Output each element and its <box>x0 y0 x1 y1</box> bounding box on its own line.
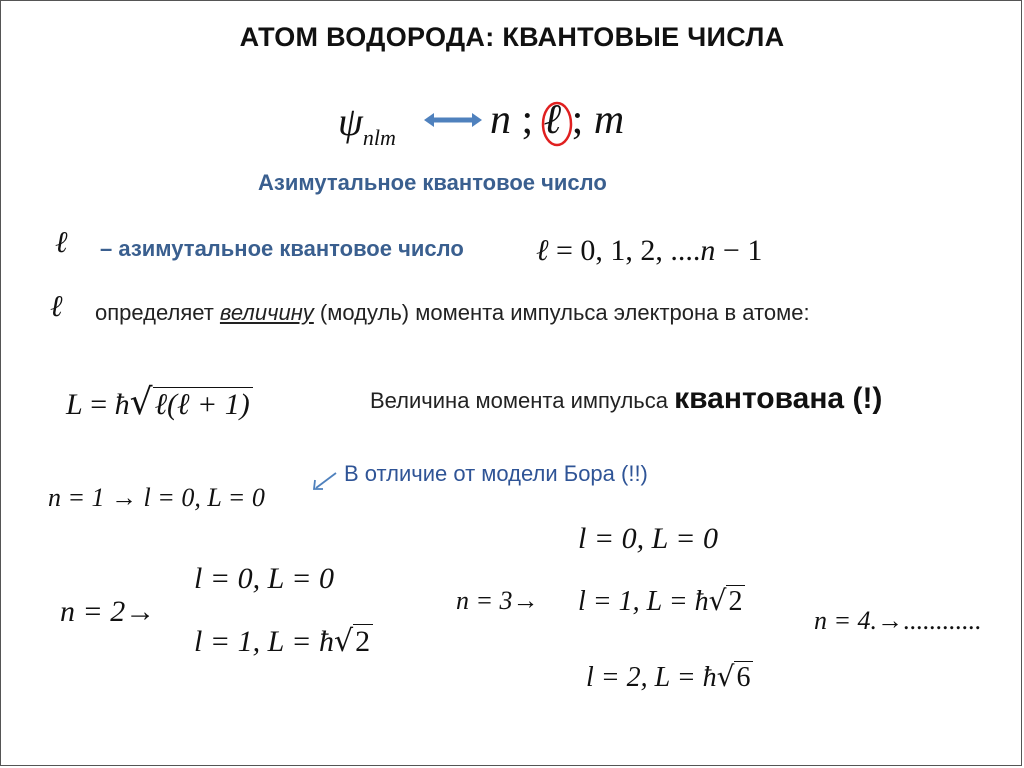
l-symbol-def: ℓ <box>55 226 68 259</box>
pointer-arrow-icon <box>310 470 340 492</box>
sqrt-icon: √ <box>708 584 727 617</box>
highlight-circle <box>540 100 574 148</box>
psi-subscript: nlm <box>362 125 396 150</box>
range-end: − 1 <box>715 234 763 267</box>
range-values: = 0, 1, 2, .... <box>548 234 701 267</box>
case-n3-lhs <box>456 586 539 616</box>
n3-row3-root: 6 <box>734 661 753 693</box>
quantized-text: Величина момента импульса <box>370 388 675 413</box>
n1-lhs: n = 1 <box>48 483 105 512</box>
l-range <box>536 234 762 268</box>
n2-row2-pre: l = 1, L = ħ <box>194 625 334 658</box>
case-n2-row2 <box>194 624 373 659</box>
case-n1 <box>48 483 265 513</box>
l-symbol: ℓ <box>536 234 549 267</box>
sqrt-icon: √ <box>716 660 735 693</box>
n3-lhs: n = 3 <box>456 586 513 615</box>
quantized-bold: квантована (!) <box>674 382 883 415</box>
right-arrow-icon: → <box>512 586 539 615</box>
L-symbol: L <box>66 388 83 421</box>
text-before: определяет <box>95 300 220 325</box>
n1-rhs: l = 0, L = 0 <box>143 483 265 512</box>
case-n3-row3 <box>586 660 753 694</box>
determines-text <box>95 300 810 326</box>
right-arrow-icon: → <box>111 483 138 512</box>
hbar-symbol: ħ <box>114 388 130 421</box>
case-n2-lhs <box>60 595 155 629</box>
slide-title: АТОМ ВОДОРОДА: КВАНТОВЫЕ ЧИСЛА <box>239 22 785 52</box>
n3-row2-pre: l = 1, L = ħ <box>578 586 709 617</box>
definition-text: – азимутальное квантовое число <box>100 236 464 261</box>
n3-row3-pre: l = 2, L = ħ <box>586 662 717 693</box>
text-after: (модуль) момента импульса электрона в атоме: <box>313 300 810 325</box>
case-n3-row2 <box>578 584 745 618</box>
separator: ; <box>511 97 544 143</box>
n-symbol: n <box>490 97 511 143</box>
emphasis-word: величину <box>219 300 314 325</box>
n4-rhs: ............ <box>903 606 982 635</box>
case-n3-row1: l = 0, L = 0 <box>578 522 718 555</box>
sqrt-icon: √ <box>333 624 354 659</box>
equals: = <box>82 388 115 421</box>
angular-momentum-formula <box>66 382 253 423</box>
case-n2-row1: l = 0, L = 0 <box>194 562 334 595</box>
radicand: ℓ(ℓ + 1) <box>153 387 253 421</box>
right-arrow-icon: → <box>877 606 904 635</box>
l-symbol-determines: ℓ <box>50 290 63 323</box>
n2-lhs: n = 2 <box>60 595 126 628</box>
l-symbol: ℓ <box>543 97 562 143</box>
right-arrow-icon: → <box>125 595 156 628</box>
section-subtitle: Азимутальное квантовое число <box>258 170 607 195</box>
n3-row2-root: 2 <box>726 585 745 617</box>
psi-glyph: ψ <box>338 99 363 144</box>
case-n4 <box>814 606 981 636</box>
m-symbol: m <box>593 97 625 143</box>
psi-symbol <box>338 98 396 150</box>
n4-lhs: n = 4. <box>814 606 878 635</box>
double-arrow-icon <box>424 110 482 130</box>
quantized-statement <box>370 382 882 416</box>
separator: ; <box>561 97 594 143</box>
n-symbol: n <box>700 234 716 267</box>
n2-row2-root: 2 <box>353 624 373 658</box>
sqrt-icon: √ <box>129 382 153 423</box>
bohr-note: В отличие от модели Бора (!!) <box>344 461 648 486</box>
